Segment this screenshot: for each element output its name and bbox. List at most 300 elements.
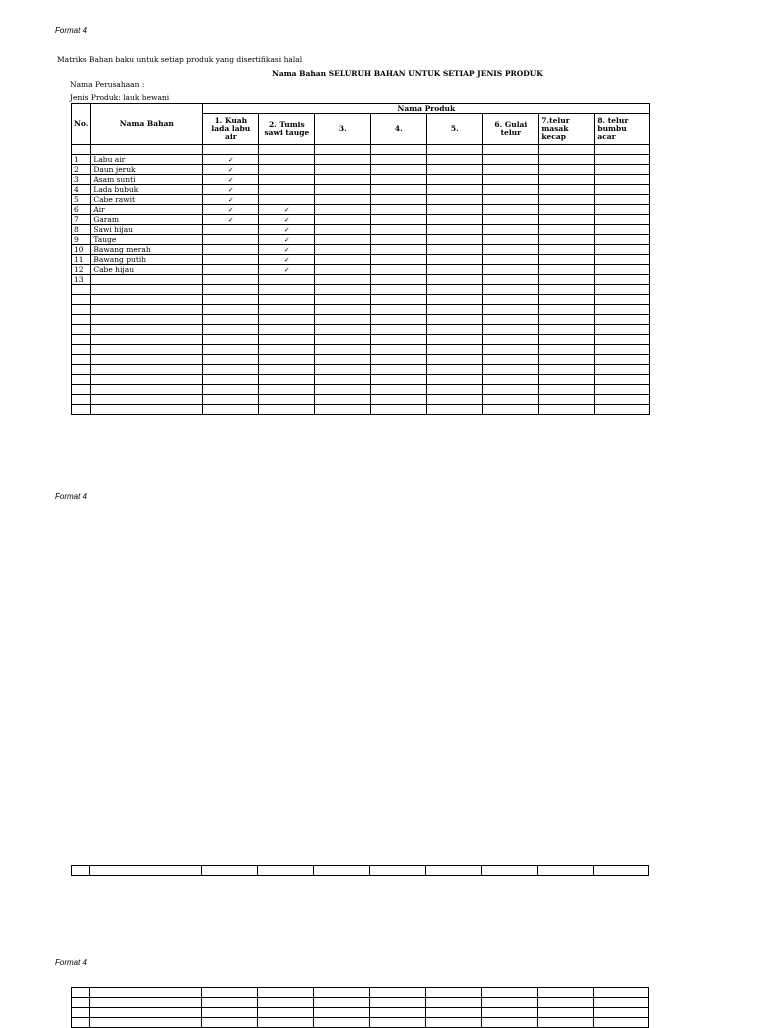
table-cell	[91, 325, 203, 335]
table-row	[72, 275, 650, 285]
checkmark-icon: ✓	[227, 165, 234, 174]
table-cell	[483, 285, 539, 295]
table-cell	[539, 395, 595, 405]
product-cell	[427, 165, 483, 175]
table-cell	[258, 988, 314, 998]
table-cell	[203, 315, 259, 325]
table-row	[72, 395, 650, 405]
table-cell	[371, 395, 427, 405]
continuation-table	[71, 865, 649, 876]
table-cell	[483, 335, 539, 345]
table-cell	[482, 998, 538, 1008]
table-cell	[315, 375, 371, 385]
row-number: 8	[72, 225, 91, 235]
product-cell	[259, 215, 315, 225]
table-cell	[314, 1008, 370, 1018]
table-row	[72, 235, 650, 245]
table-cell	[203, 375, 259, 385]
product-cell	[315, 225, 371, 235]
table-row	[72, 405, 650, 415]
product-type: Jenis Produk: lauk hewani	[70, 93, 170, 102]
table-cell	[370, 1018, 426, 1028]
ingredient-name: Garam	[91, 215, 203, 225]
table-cell	[371, 335, 427, 345]
product-cell	[315, 265, 371, 275]
row-number: 3	[72, 175, 91, 185]
product-cell	[203, 175, 259, 185]
product-cell	[539, 185, 595, 195]
table-cell	[427, 305, 483, 315]
table-cell	[203, 345, 259, 355]
row-number: 10	[72, 245, 91, 255]
row-number: 7	[72, 215, 91, 225]
product-cell	[203, 235, 259, 245]
product-cell	[539, 195, 595, 205]
table-cell	[539, 365, 595, 375]
table-cell	[539, 385, 595, 395]
table-cell	[595, 395, 650, 405]
product-cell	[483, 155, 539, 165]
continuation-table-2	[71, 987, 649, 1028]
product-cell	[427, 155, 483, 165]
product-cell	[371, 265, 427, 275]
table-cell	[202, 998, 258, 1008]
table-row	[72, 315, 650, 325]
table-cell	[483, 365, 539, 375]
row-number: 2	[72, 165, 91, 175]
product-header-7: 7.telur masak kecap	[539, 114, 595, 145]
table-cell	[72, 295, 91, 305]
table-row	[72, 295, 650, 305]
format-label: Format 4	[55, 26, 88, 35]
table-cell	[259, 325, 315, 335]
product-cell	[371, 155, 427, 165]
table-cell	[314, 988, 370, 998]
table-cell	[371, 375, 427, 385]
product-cell	[427, 235, 483, 245]
table-cell	[371, 285, 427, 295]
table-row	[72, 365, 650, 375]
product-cell	[483, 165, 539, 175]
table-cell	[72, 335, 91, 345]
table-cell	[203, 335, 259, 345]
table-cell	[90, 998, 202, 1008]
product-cell	[203, 165, 259, 175]
table-cell	[72, 1008, 90, 1018]
product-cell	[483, 195, 539, 205]
table-cell	[595, 285, 650, 295]
table-cell	[538, 1008, 594, 1018]
table-cell	[371, 385, 427, 395]
product-cell	[427, 195, 483, 205]
table-cell	[259, 365, 315, 375]
table-cell	[315, 145, 371, 155]
table-cell	[427, 385, 483, 395]
product-cell	[539, 275, 595, 285]
product-cell	[483, 265, 539, 275]
table-cell	[538, 998, 594, 1008]
table-cell	[91, 345, 203, 355]
table-cell	[595, 345, 650, 355]
product-cell	[595, 235, 650, 245]
checkmark-icon: ✓	[283, 235, 290, 244]
product-cell	[595, 275, 650, 285]
product-cell	[539, 255, 595, 265]
product-cell	[427, 245, 483, 255]
table-cell	[203, 385, 259, 395]
table-cell	[259, 385, 315, 395]
product-cell	[315, 155, 371, 165]
table-cell	[72, 365, 91, 375]
table-cell	[91, 145, 203, 155]
product-cell	[371, 185, 427, 195]
ingredient-name	[91, 275, 203, 285]
table-cell	[314, 1018, 370, 1028]
table-cell	[315, 315, 371, 325]
table-cell	[203, 405, 259, 415]
table-cell	[427, 295, 483, 305]
table-row	[72, 175, 650, 185]
table-cell	[371, 305, 427, 315]
table-cell	[539, 345, 595, 355]
table-cell	[370, 988, 426, 998]
ingredient-name: Air	[91, 205, 203, 215]
page-heading: Nama Bahan SELURUH BAHAN UNTUK SETIAP JENIS PRODUK	[272, 69, 543, 78]
table-cell	[539, 355, 595, 365]
checkmark-icon: ✓	[283, 225, 290, 234]
product-cell	[203, 255, 259, 265]
product-cell	[371, 195, 427, 205]
table-cell	[539, 335, 595, 345]
table-cell	[595, 375, 650, 385]
table-cell	[371, 405, 427, 415]
table-cell	[595, 335, 650, 345]
table-cell	[427, 335, 483, 345]
product-cell	[427, 265, 483, 275]
product-cell	[427, 215, 483, 225]
table-cell	[259, 285, 315, 295]
format-label-2: Format 4	[55, 492, 88, 501]
table-cell	[72, 395, 91, 405]
product-cell	[315, 255, 371, 265]
product-cell	[483, 175, 539, 185]
table-cell	[539, 305, 595, 315]
table-cell	[203, 355, 259, 365]
table-cell	[483, 405, 539, 415]
table-cell	[72, 998, 90, 1008]
table-cell	[539, 315, 595, 325]
product-cell	[259, 185, 315, 195]
table-cell	[259, 295, 315, 305]
product-cell	[203, 265, 259, 275]
table-cell	[371, 365, 427, 375]
product-cell	[595, 215, 650, 225]
checkmark-icon: ✓	[283, 265, 290, 274]
product-cell	[371, 205, 427, 215]
product-cell	[203, 185, 259, 195]
table-row	[72, 225, 650, 235]
table-cell	[427, 395, 483, 405]
table-cell	[202, 1018, 258, 1028]
ingredient-name: Asam sunti	[91, 175, 203, 185]
checkmark-icon: ✓	[283, 245, 290, 254]
product-cell	[259, 175, 315, 185]
product-cell	[427, 185, 483, 195]
table-cell	[370, 998, 426, 1008]
checkmark-icon: ✓	[227, 195, 234, 204]
ingredient-name: Sawi hijau	[91, 225, 203, 235]
column-group-header: Nama Produk	[203, 104, 650, 114]
table-cell	[72, 405, 91, 415]
table-row	[72, 998, 649, 1008]
checkmark-icon: ✓	[227, 175, 234, 184]
table-cell	[91, 305, 203, 315]
product-cell	[371, 225, 427, 235]
table-cell	[259, 375, 315, 385]
product-cell	[595, 245, 650, 255]
product-cell	[427, 275, 483, 285]
product-header-5: 5.	[427, 114, 483, 145]
table-cell	[595, 295, 650, 305]
table-cell	[72, 315, 91, 325]
product-cell	[315, 175, 371, 185]
table-cell	[483, 345, 539, 355]
table-cell	[483, 325, 539, 335]
product-cell	[259, 275, 315, 285]
table-row	[72, 165, 650, 175]
table-cell	[427, 365, 483, 375]
table-cell	[371, 325, 427, 335]
table-cell	[427, 405, 483, 415]
table-cell	[483, 385, 539, 395]
product-header-6: 6. Gulai telur	[483, 114, 539, 145]
table-cell	[427, 145, 483, 155]
ingredient-name: Labu air	[91, 155, 203, 165]
table-cell	[259, 345, 315, 355]
product-cell	[483, 235, 539, 245]
table-cell	[72, 355, 91, 365]
product-header-8: 8. telur bumbu acar	[595, 114, 650, 145]
table-row	[72, 345, 650, 355]
table-cell	[315, 355, 371, 365]
table-cell	[483, 295, 539, 305]
checkmark-icon: ✓	[227, 215, 234, 224]
table-cell	[427, 285, 483, 295]
product-cell	[427, 255, 483, 265]
table-cell	[482, 988, 538, 998]
table-cell	[72, 145, 91, 155]
product-cell	[483, 245, 539, 255]
intro-text: Matriks Bahan baku untuk setiap produk yang disertifikasi halal	[57, 55, 303, 64]
product-cell	[203, 215, 259, 225]
product-cell	[259, 195, 315, 205]
product-cell	[595, 175, 650, 185]
table-cell	[315, 335, 371, 345]
table-row	[72, 265, 650, 275]
table-row	[72, 285, 650, 295]
table-cell	[315, 305, 371, 315]
table-row	[72, 355, 650, 365]
product-cell	[259, 165, 315, 175]
product-cell	[259, 225, 315, 235]
table-cell	[427, 345, 483, 355]
table-cell	[539, 375, 595, 385]
table-cell	[595, 315, 650, 325]
table-cell	[203, 365, 259, 375]
table-cell	[594, 988, 649, 998]
row-number: 5	[72, 195, 91, 205]
table-cell	[371, 345, 427, 355]
table-cell	[595, 405, 650, 415]
table-cell	[595, 365, 650, 375]
table-cell	[91, 295, 203, 305]
checkmark-icon: ✓	[227, 155, 234, 164]
product-cell	[539, 205, 595, 215]
product-cell	[203, 275, 259, 285]
table-row	[72, 1008, 649, 1018]
table-cell	[483, 395, 539, 405]
table-cell	[371, 315, 427, 325]
table-cell	[315, 285, 371, 295]
row-number: 4	[72, 185, 91, 195]
product-cell	[259, 245, 315, 255]
product-cell	[539, 225, 595, 235]
product-cell	[595, 195, 650, 205]
product-cell	[595, 185, 650, 195]
table-cell	[72, 375, 91, 385]
table-cell	[91, 405, 203, 415]
table-cell	[91, 365, 203, 375]
table-cell	[72, 988, 90, 998]
product-cell	[259, 155, 315, 165]
table-cell	[595, 355, 650, 365]
table-cell	[203, 305, 259, 315]
product-cell	[315, 245, 371, 255]
row-number: 1	[72, 155, 91, 165]
table-cell	[72, 305, 91, 315]
table-cell	[258, 1018, 314, 1028]
table-cell	[91, 315, 203, 325]
table-cell	[426, 988, 482, 998]
product-cell	[539, 175, 595, 185]
table-row	[72, 335, 650, 345]
table-row	[72, 385, 650, 395]
table-cell	[203, 325, 259, 335]
table-cell	[594, 1008, 649, 1018]
table-cell	[314, 998, 370, 1008]
table-cell	[202, 988, 258, 998]
table-cell	[595, 145, 650, 155]
product-header-2: 2. Tumis sawi tauge	[259, 114, 315, 145]
product-cell	[315, 165, 371, 175]
table-cell	[595, 325, 650, 335]
row-number: 12	[72, 265, 91, 275]
table-cell	[72, 345, 91, 355]
table-row	[72, 866, 649, 876]
product-cell	[539, 245, 595, 255]
ingredient-matrix-table	[71, 103, 650, 415]
table-cell	[202, 1008, 258, 1018]
table-cell	[203, 145, 259, 155]
product-cell	[539, 265, 595, 275]
product-cell	[371, 235, 427, 245]
table-cell	[427, 375, 483, 385]
table-cell	[72, 1018, 90, 1028]
product-header-1: 1. Kuah lada labu air	[203, 114, 259, 145]
product-cell	[427, 175, 483, 185]
ingredient-name: Tauge	[91, 235, 203, 245]
table-cell	[483, 315, 539, 325]
table-cell	[539, 325, 595, 335]
table-row	[72, 325, 650, 335]
table-cell	[483, 145, 539, 155]
table-cell	[259, 355, 315, 365]
table-cell	[259, 305, 315, 315]
table-cell	[539, 285, 595, 295]
table-cell	[595, 305, 650, 315]
table-cell	[203, 295, 259, 305]
table-cell	[483, 305, 539, 315]
checkmark-icon: ✓	[227, 185, 234, 194]
product-cell	[595, 165, 650, 175]
table-row	[72, 195, 650, 205]
product-cell	[315, 275, 371, 285]
table-cell	[538, 1018, 594, 1028]
table-cell	[539, 295, 595, 305]
table-cell	[259, 145, 315, 155]
table-cell	[315, 395, 371, 405]
product-cell	[315, 205, 371, 215]
table-cell	[72, 325, 91, 335]
table-cell	[483, 355, 539, 365]
product-cell	[427, 205, 483, 215]
product-cell	[371, 215, 427, 225]
product-cell	[483, 215, 539, 225]
product-cell	[595, 205, 650, 215]
product-cell	[315, 185, 371, 195]
table-cell	[538, 988, 594, 998]
product-cell	[539, 155, 595, 165]
table-row	[72, 255, 650, 265]
product-cell	[371, 165, 427, 175]
product-cell	[315, 235, 371, 245]
product-cell	[483, 225, 539, 235]
table-cell	[371, 355, 427, 365]
table-row	[72, 185, 650, 195]
company-label: Nama Perusahaan :	[70, 80, 145, 89]
ingredient-name: Daun jeruk	[91, 165, 203, 175]
row-number: 11	[72, 255, 91, 265]
table-cell	[315, 365, 371, 375]
table-cell	[315, 385, 371, 395]
table-row	[72, 245, 650, 255]
ingredient-name: Bawang putih	[91, 255, 203, 265]
table-cell	[595, 385, 650, 395]
product-header-3: 3.	[315, 114, 371, 145]
row-number: 13	[72, 275, 91, 285]
table-cell	[539, 145, 595, 155]
table-cell	[72, 385, 91, 395]
product-cell	[483, 275, 539, 285]
product-cell	[483, 255, 539, 265]
product-cell	[259, 255, 315, 265]
table-cell	[259, 405, 315, 415]
ingredient-name: Cabe hijau	[91, 265, 203, 275]
table-cell	[594, 998, 649, 1008]
table-cell	[594, 1018, 649, 1028]
product-cell	[315, 195, 371, 205]
column-header-name: Nama Bahan	[91, 104, 203, 145]
